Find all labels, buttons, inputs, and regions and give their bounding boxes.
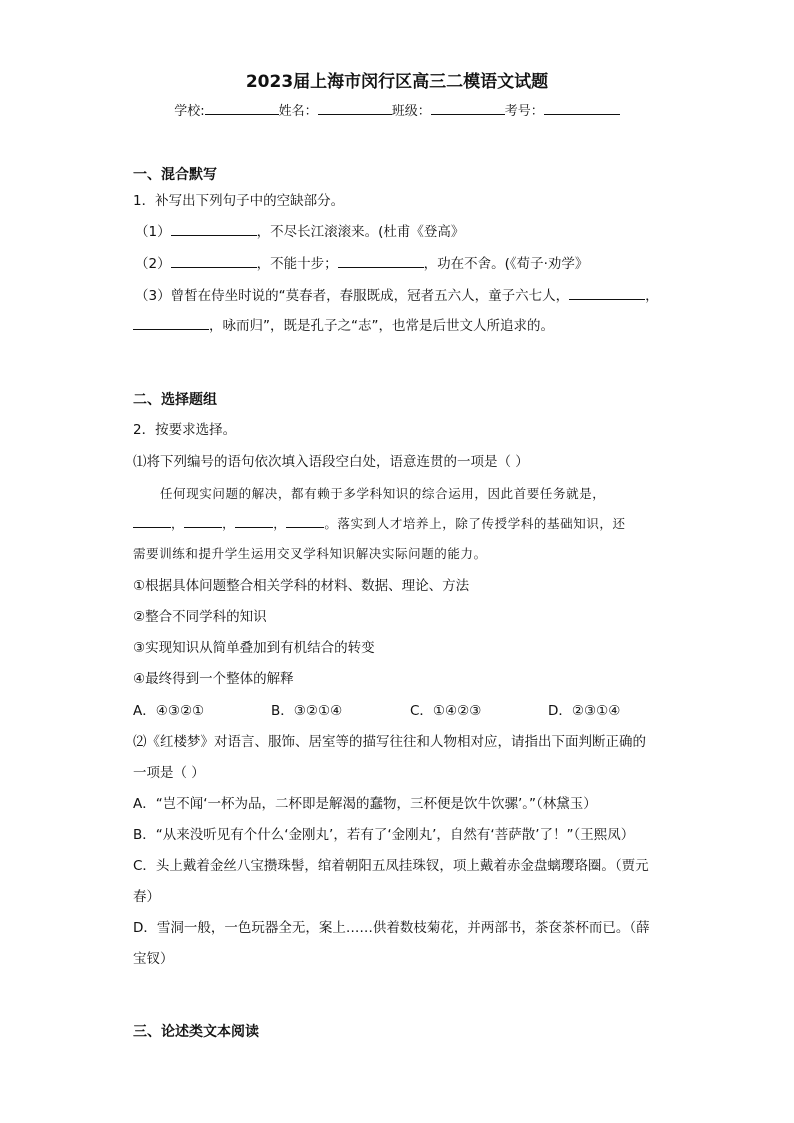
q1-item-1: （1） ，不尽长江滚滚来。(杜甫《登高》 bbox=[135, 224, 465, 240]
number-blank[interactable] bbox=[544, 102, 620, 115]
list-item: ③实现知识从简单叠加到有机结合的转变 bbox=[133, 640, 375, 656]
school-blank[interactable] bbox=[205, 102, 279, 115]
q2-2-option-b[interactable]: B．“从来没听见有个什么‘金刚丸’，若有了‘金刚丸’，自然有‘菩萨散’了！”（王熙凤） bbox=[133, 827, 635, 843]
section-3-heading: 三、论述类文本阅读 bbox=[133, 1024, 259, 1040]
section-2-heading: 二、选择题组 bbox=[133, 392, 217, 408]
student-info-line bbox=[0, 102, 794, 122]
q1-item-2-blank-b[interactable] bbox=[338, 255, 424, 268]
q2-2-option-c-wrap: 春） bbox=[133, 889, 160, 905]
passage-blank-2[interactable] bbox=[184, 515, 222, 528]
passage-blank-3[interactable] bbox=[235, 515, 273, 528]
q2-part-1-prompt: ⑴将下列编号的语句依次填入语段空白处，语意连贯的一项是（ ） bbox=[133, 454, 529, 470]
q1-item-3-blank-a[interactable] bbox=[569, 287, 645, 300]
q2-2-option-a[interactable]: A．“岂不闻‘一杯为品，二杯即是解渴的蠢物，三杯便是饮牛饮骡’。”（林黛玉） bbox=[133, 796, 597, 812]
q2-2-option-c[interactable]: C．头上戴着金丝八宝攒珠髻，绾着朝阳五凤挂珠钗，项上戴着赤金盘螭璎珞圈。（贾元 bbox=[133, 858, 649, 874]
q1-item-2: （2） ，不能十步； ，功在不舍。(《荀子·劝学》 bbox=[135, 256, 589, 272]
passage-line-3: 需要训练和提升学生运用交叉学科知识解决实际问题的能力。 bbox=[133, 546, 487, 561]
q2-1-option-c[interactable]: C．①④②③ bbox=[410, 703, 482, 719]
page-title: 2023届上海市闵行区高三二模语文试题 bbox=[245, 72, 549, 92]
class-label: 班级： bbox=[391, 104, 431, 119]
q2-1-option-b[interactable]: B．③②①④ bbox=[271, 703, 343, 719]
q2-part-2-prompt-line-2: 一项是（ ） bbox=[133, 765, 205, 781]
name-blank[interactable] bbox=[318, 102, 392, 115]
q1-item-1-blank[interactable] bbox=[171, 223, 257, 236]
list-item: ④最终得到一个整体的解释 bbox=[133, 671, 294, 687]
q1-item-3-line-2: ，咏而归”，既是孔子之“志”，也常是后世文人所追求的。 bbox=[133, 316, 554, 336]
q2-part-2-prompt-line-1: ⑵《红楼梦》对语言、服饰、居室等的描写往往和人物相对应，请指出下面判断正确的 bbox=[133, 734, 646, 750]
class-blank[interactable] bbox=[431, 102, 505, 115]
q1-item-2-blank-a[interactable] bbox=[171, 255, 257, 268]
q2-2-option-d-wrap: 宝钗） bbox=[133, 951, 174, 967]
q1-item-3-line-1: （3）曾皙在侍坐时说的“莫春者，春服既成，冠者五六人，童子六七人， ， bbox=[135, 288, 659, 304]
q2-2-option-d[interactable]: D．雪洞一般，一色玩器全无，案上……供着数枝菊花，并两部书，茶奁茶杯而已。（薛 bbox=[133, 920, 650, 936]
passage-line-2: ， ， ， 。落实到人才培养上，除了传授学科的基础知识，还 bbox=[133, 514, 626, 534]
passage-line-1: 任何现实问题的解决，都有赖于多学科知识的综合运用，因此首要任务就是， bbox=[160, 486, 606, 501]
q2-1-option-a[interactable]: A．④③②① bbox=[133, 703, 205, 719]
school-label: 学校: bbox=[174, 104, 205, 119]
passage-blank-1[interactable] bbox=[133, 515, 171, 528]
passage-blank-4[interactable] bbox=[286, 515, 324, 528]
section-1-heading: 一、混合默写 bbox=[133, 167, 217, 183]
q2-1-option-d[interactable]: D．②③①④ bbox=[548, 703, 621, 719]
question-2-stem: 2．按要求选择。 bbox=[133, 422, 237, 438]
list-item: ①根据具体问题整合相关学科的材料、数据、理论、方法 bbox=[133, 578, 470, 594]
question-1-stem: 1．补写出下列句子中的空缺部分。 bbox=[133, 193, 345, 209]
list-item: ②整合不同学科的知识 bbox=[133, 609, 267, 625]
number-label: 考号： bbox=[504, 104, 544, 119]
name-label: 姓名： bbox=[278, 104, 318, 119]
q1-item-3-blank-b[interactable] bbox=[133, 317, 209, 330]
